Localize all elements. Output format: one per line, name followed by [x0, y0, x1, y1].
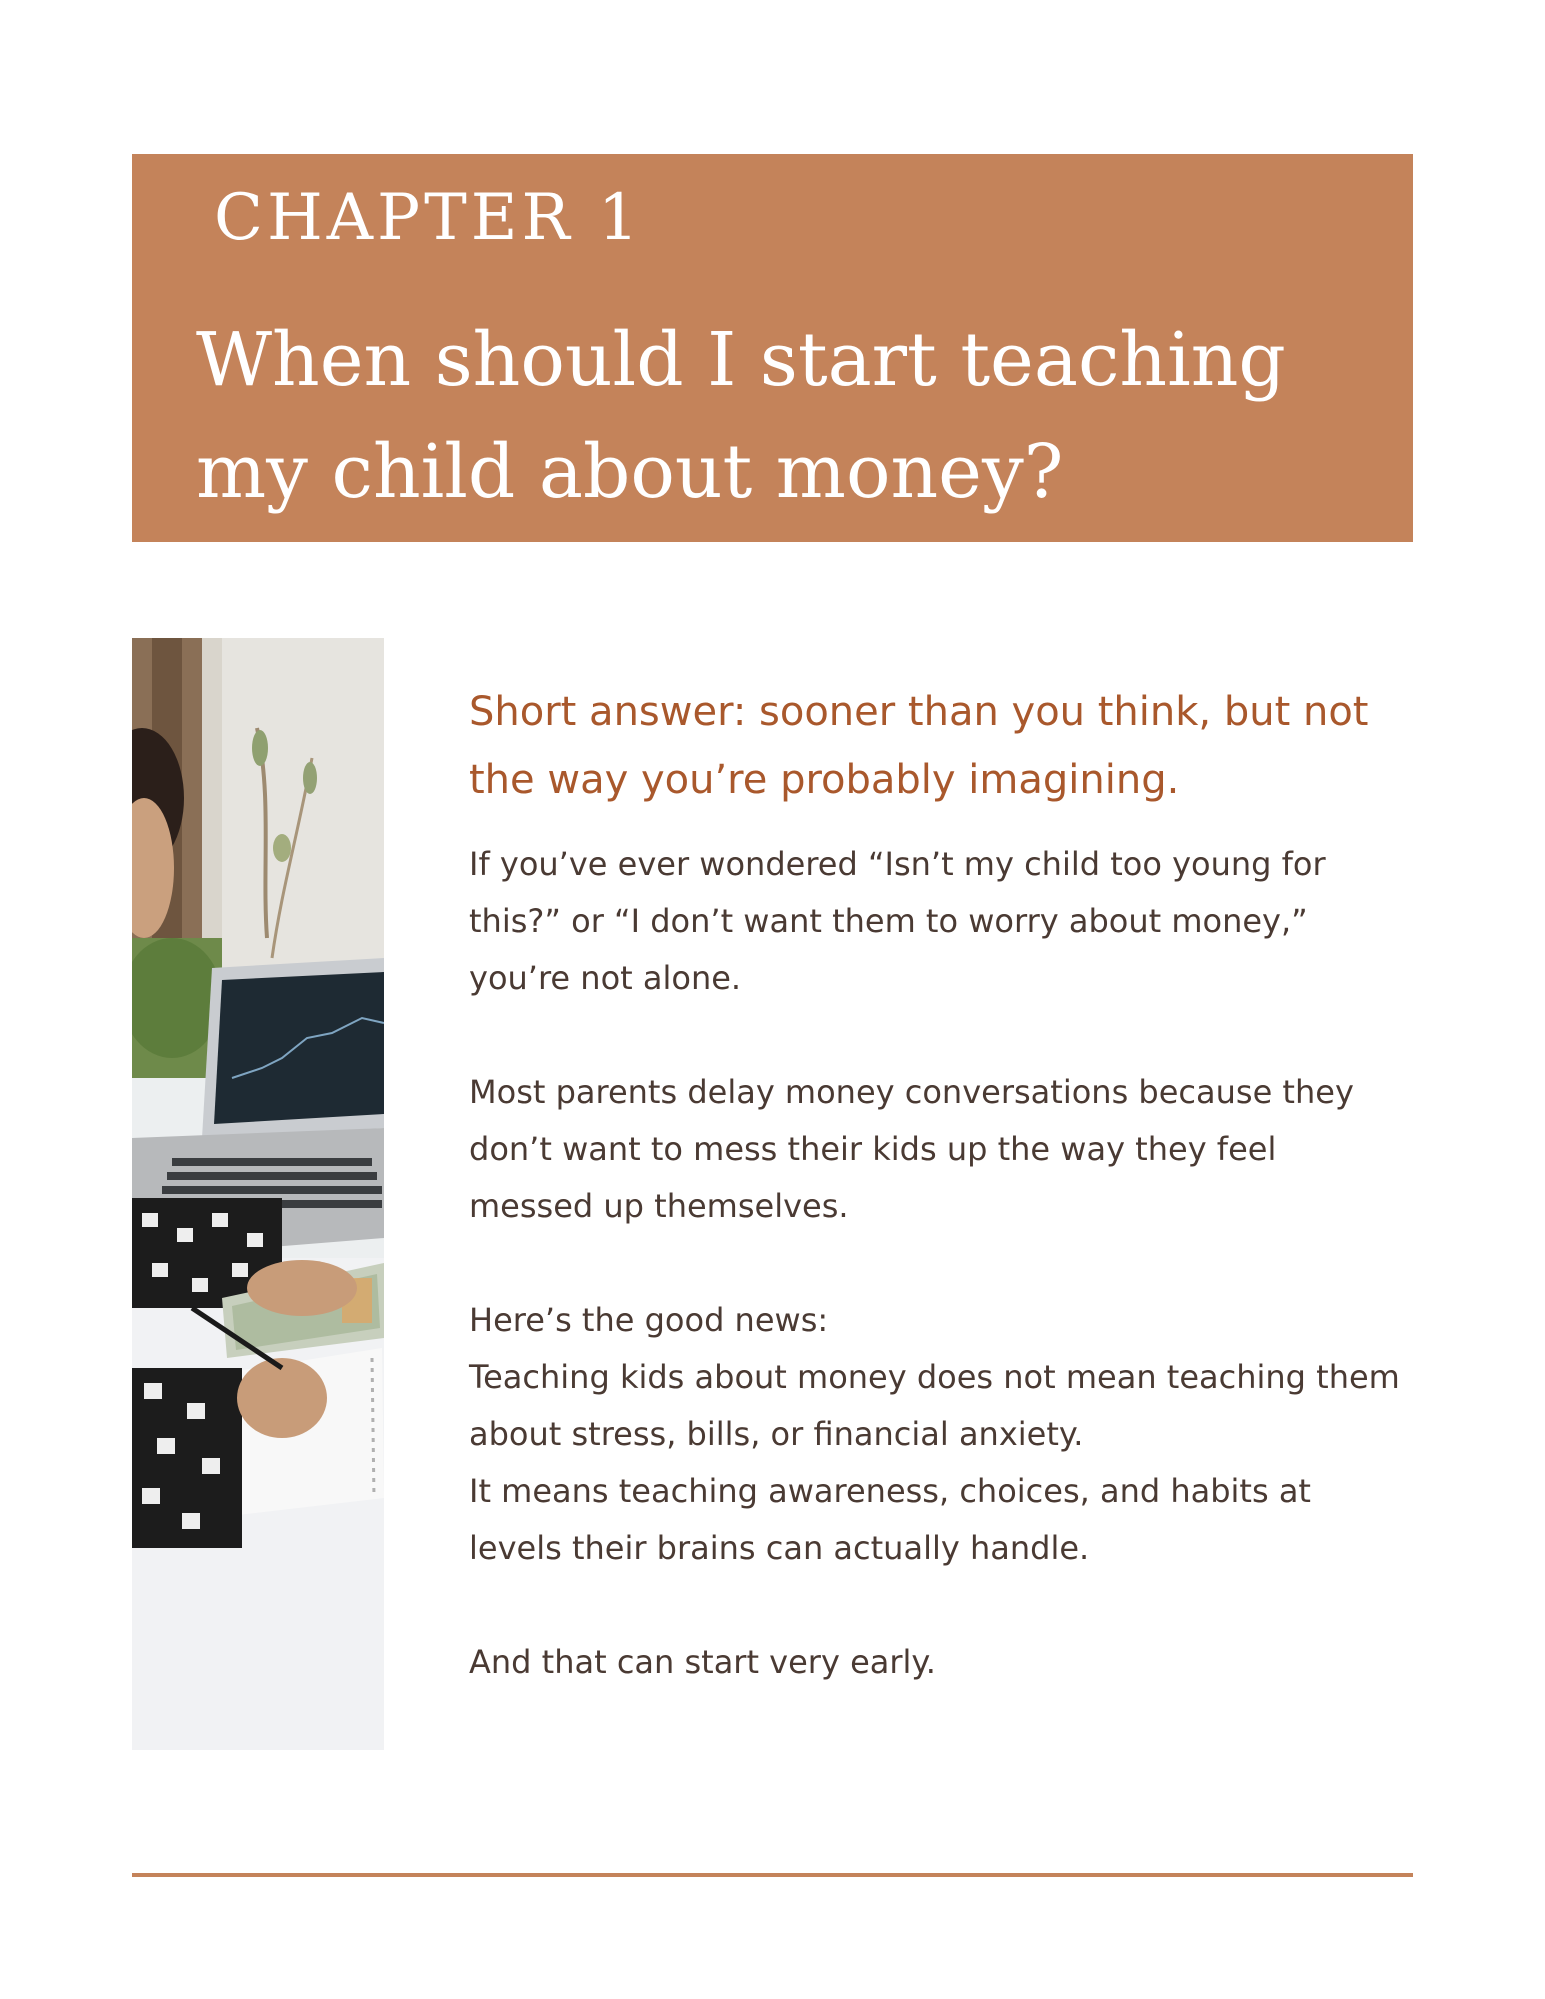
subheading: Short answer: sooner than you think, but not the way you’re probably imagining.: [469, 689, 1369, 803]
photo-woman-counting-money: [132, 638, 384, 1750]
footer-divider: [132, 1873, 1413, 1877]
paragraph-3: [469, 1292, 1409, 1577]
paragraph-4: And that can start very early.: [469, 1643, 936, 1681]
chapter-title: When should I start teaching my child about money?: [196, 317, 1286, 515]
paragraph-1: If you’ve ever wondered “Isn’t my child too young for this?” or “I don’t want them to worry about money,” you’re not alone.: [469, 845, 1326, 997]
chapter-header: [132, 154, 1413, 542]
paragraph-3-line-2: Teaching kids about money does not mean teaching them about stress, bills, or financial anxiety.: [469, 1358, 1400, 1453]
paragraph-3-line-3: It means teaching awareness, choices, and habits at levels their brains can actually handle.: [469, 1472, 1311, 1567]
photo-illustration: [132, 638, 384, 1750]
paragraph-2: Most parents delay money conversations because they don’t want to mess their kids up the way they feel messed up themselves.: [469, 1073, 1354, 1225]
main-text-column: [469, 678, 1409, 1691]
paragraph-3-line-1: Here’s the good news:: [469, 1301, 829, 1339]
chapter-label: CHAPTER 1: [214, 181, 643, 255]
